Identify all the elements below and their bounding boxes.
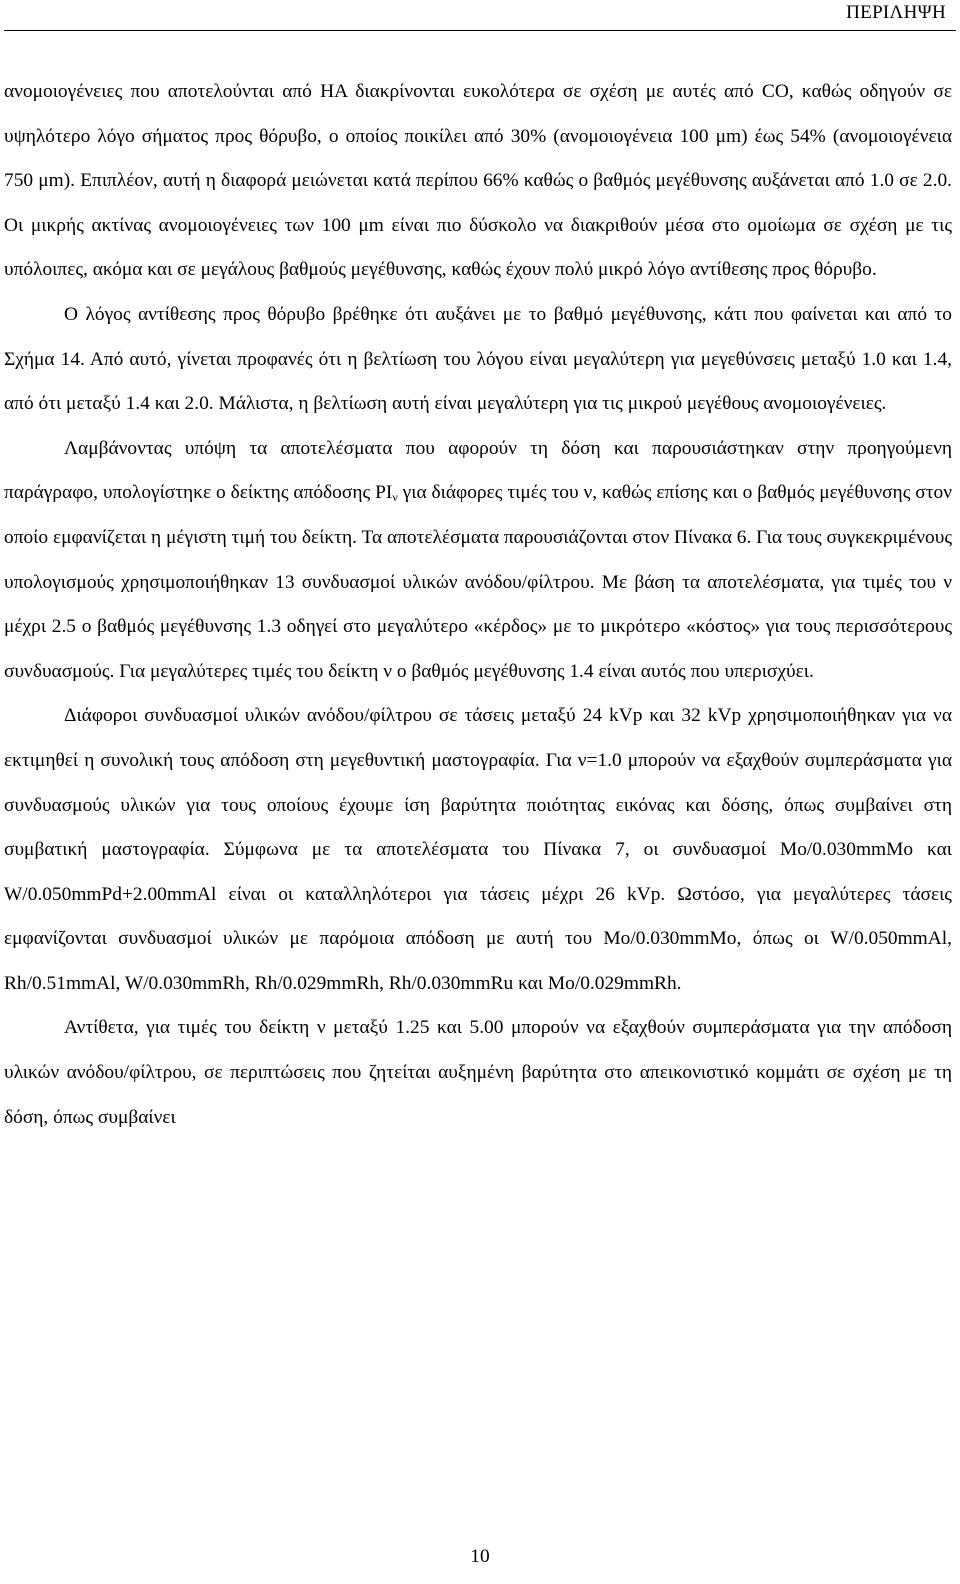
paragraph-5: Αντίθετα, για τιμές του δείκτη ν μεταξύ 1.25 και 5.00 μπορούν να εξαχθούν συμπεράσματα για την απόδοση υλικών ανόδου/φίλτρου, σε περιπτώσεις που ζητείται αυξημένη βαρύτητα στο απεικονιστικό κομμάτι σε σχέση με τη δόση, όπως συμβαίνει bbox=[4, 1017, 952, 1128]
pi-subscript: ν bbox=[392, 490, 398, 505]
page-number: 10 bbox=[470, 1546, 490, 1567]
document-body bbox=[4, 70, 952, 1140]
header-divider bbox=[4, 30, 956, 31]
running-header-title: ΠΕΡΙΛΗΨΗ bbox=[846, 2, 946, 23]
paragraph-3 bbox=[4, 427, 952, 695]
paragraph-3-text-after: για διάφορες τιμές του ν, καθώς επίσης και ο βαθμός μεγέθυνσης στον οποίο εμφανίζεται η μέγιστη τιμή του δείκτη. Τα αποτελέσματα παρουσιάζονται στον Πίνακα 6. Για τους συγκεκριμένους υπολογισμούς χρησιμοποιήθηκαν 13 συνδυασμοί υλικών ανόδου/φίλτρου. Με βάση τα αποτελέσματα, για τιμές του ν μέχρι 2.5 ο βαθμός μεγέθυνσης 1.3 οδηγεί στο μεγαλύτερο «κέρδος» με το μικρότερο «κόστος» για τους περισσότερους συνδυασμούς. Για μεγαλύτερες τιμές του δείκτη ν ο βαθμός μεγέθυνσης 1.4 είναι αυτός που υπερισχύει. bbox=[4, 482, 952, 682]
paragraph-2: Ο λόγος αντίθεσης προς θόρυβο βρέθηκε ότι αυξάνει με το βαθμό μεγέθυνσης, κάτι που φαίνεται και από το Σχήμα 14. Από αυτό, γίνεται προφανές ότι η βελτίωση του λόγου είναι μεγαλύτερη για μεγεθύνσεις μεταξύ 1.0 και 1.4, από ότι μεταξύ 1.4 και 2.0. Μάλιστα, η βελτίωση αυτή είναι μεγαλύτερη για τις μικρού μεγέθους ανομοιογένειες. bbox=[4, 303, 952, 415]
paragraph-3-text-before: Λαμβάνοντας υπόψη τα αποτελέσματα που αφορούν τη δόση και παρουσιάστηκαν στην προηγούμενη παράγραφο, υπολογίστηκε ο δείκτης απόδοσης PI bbox=[4, 437, 952, 504]
paragraph-1: ανομοιογένειες που αποτελούνται από ΗΑ διακρίνονται ευκολότερα σε σχέση με αυτές από CO, καθώς οδηγούν σε υψηλότερο λόγο σήματος προς θόρυβο, ο οποίος ποικίλει από 30% (ανομοιογένεια 100 μm) έως 54% (ανομοιογένεια 750 μm). Επιπλέον, αυτή η διαφορά μειώνεται κατά περίπου 66% καθώς ο βαθμός μεγέθυνσης αυξάνεται από 1.0 σε 2.0. Οι μικρής ακτίνας ανομοιογένειες των 100 μm είναι πιο δύσκολο να διακριθούν μέσα στο ομοίωμα σε σχέση με τις υπόλοιπες, ακόμα και σε μεγάλους βαθμούς μεγέθυνσης, καθώς έχουν πολύ μικρό λόγο αντίθεσης προς θόρυβο. bbox=[4, 81, 952, 281]
paragraph-4: Διάφοροι συνδυασμοί υλικών ανόδου/φίλτρου σε τάσεις μεταξύ 24 kVp και 32 kVp χρησιμοποιήθηκαν για να εκτιμηθεί η συνολική τους απόδοση στη μεγεθυντική μαστογραφία. Για ν=1.0 μπορούν να εξαχθούν συμπεράσματα για συνδυασμούς υλικών για τους οποίους έχουμε ίση βαρύτητα ποιότητας εικόνας και δόσης, όπως συμβαίνει στη συμβατική μαστογραφία. Σύμφωνα με τα αποτελέσματα του Πίνακα 7, οι συνδυασμοί Mo/0.030mmMo και W/0.050mmPd+2.00mmAl είναι οι καταλληλότεροι για τάσεις μέχρι 26 kVp. Ωστόσο, για μεγαλύτερες τάσεις εμφανίζονται συνδυασμοί υλικών με παρόμοια απόδοση με αυτή του Mo/0.030mmMo, όπως οι W/0.050mmAl, Rh/0.51mmAl, W/0.030mmRh, Rh/0.029mmRh, Rh/0.030mmRu και Mo/0.029mmRh. bbox=[4, 705, 952, 994]
